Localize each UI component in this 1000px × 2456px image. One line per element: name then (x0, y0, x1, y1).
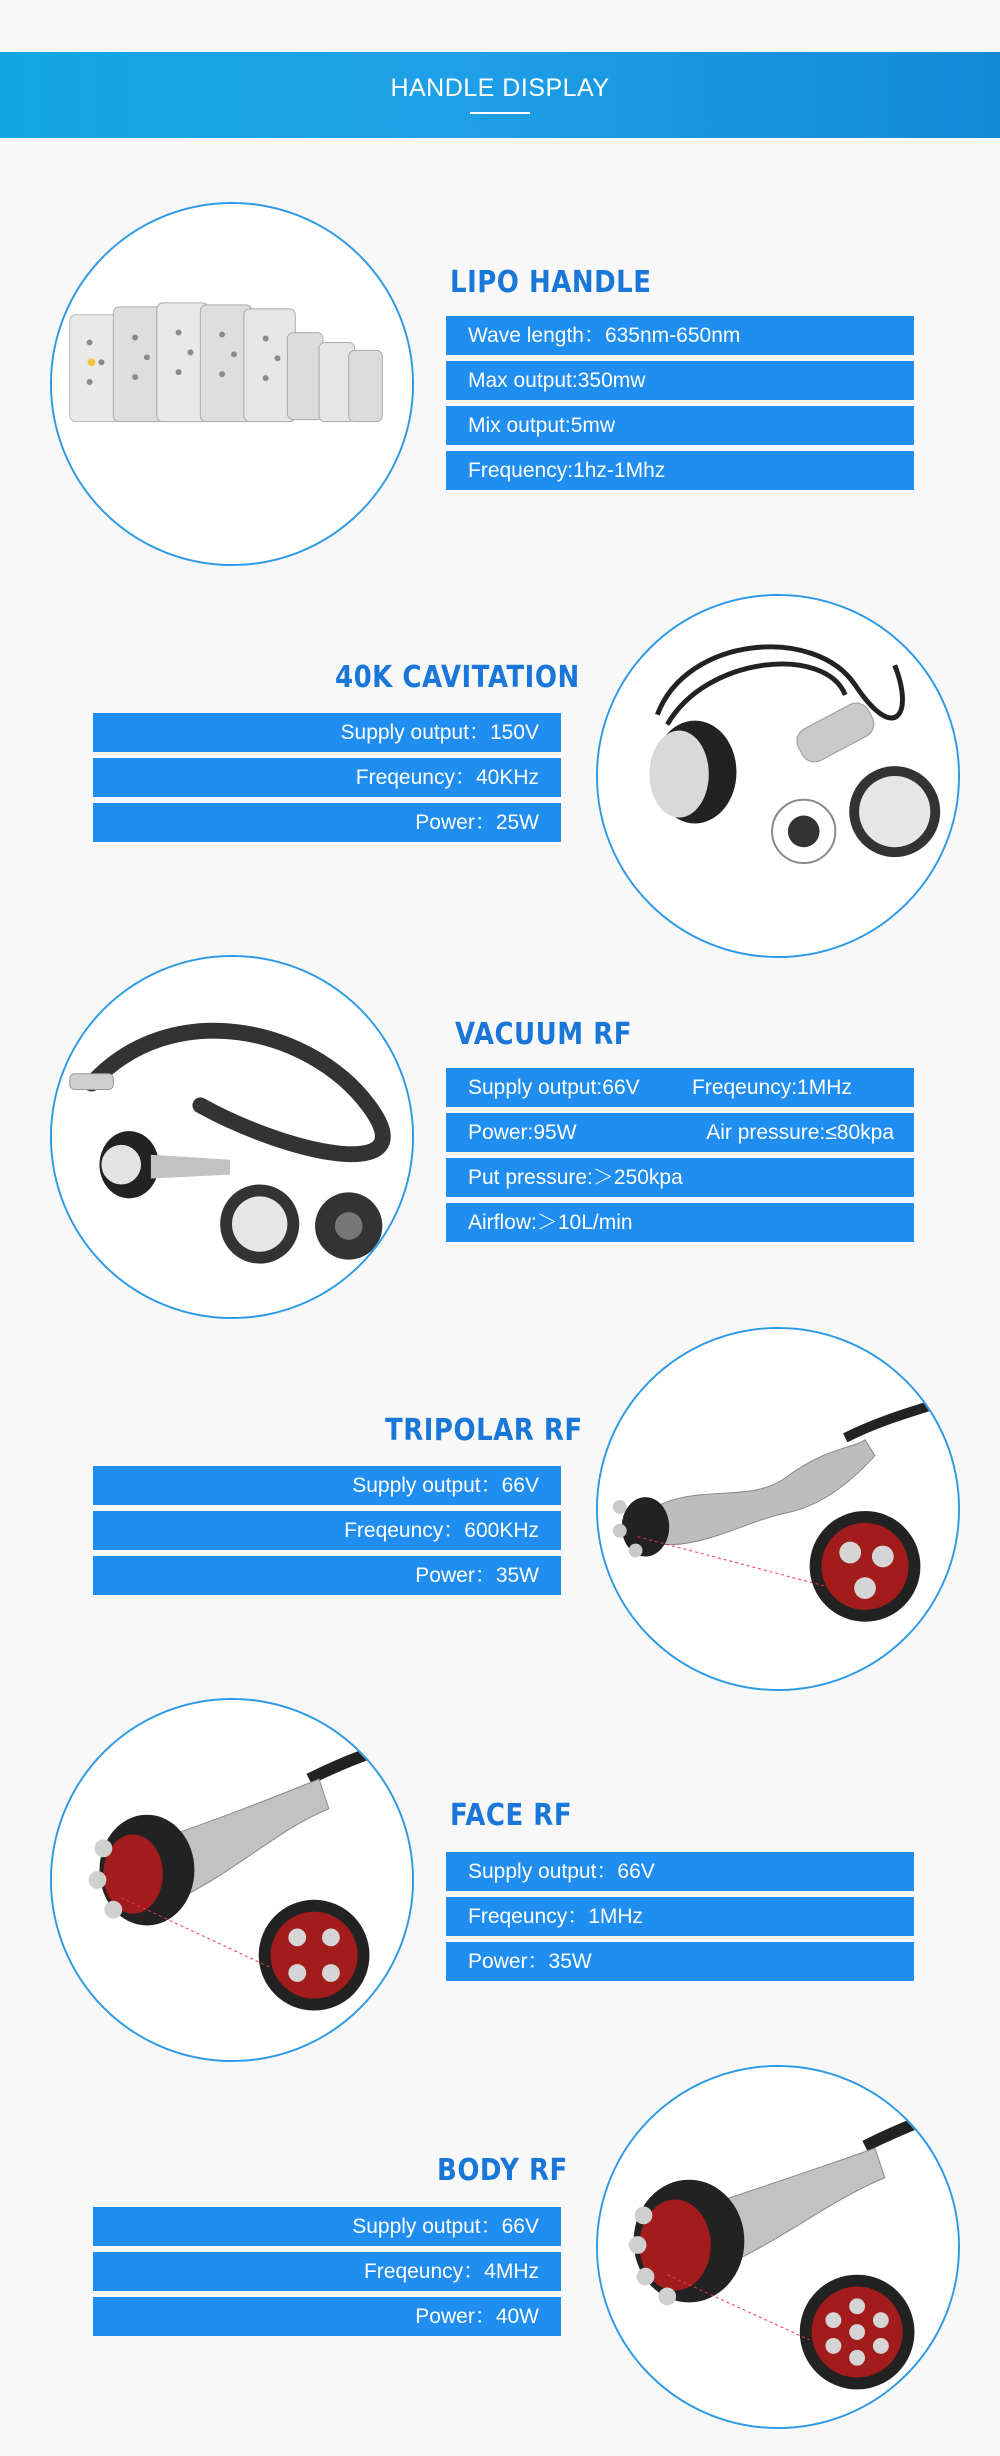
spec-row: Max output:350mw (446, 361, 914, 400)
spec-row: Power：40W (93, 2297, 561, 2336)
body-rf-handle-icon (596, 2065, 960, 2429)
spec-cell: Air pressure:≤80kpa (706, 1121, 894, 1144)
spec-row: Supply output：150V (93, 713, 561, 752)
spec-row: Freqeuncy：4MHz (93, 2252, 561, 2291)
tripolar-rf-handle-icon (596, 1327, 960, 1691)
spec-cell: Supply output:66V (468, 1076, 640, 1099)
spec-row: Freqeuncy：600KHz (93, 1511, 561, 1550)
spec-row: Frequency:1hz-1Mhz (446, 451, 914, 490)
spec-row (446, 1068, 914, 1107)
spec-row (446, 1113, 914, 1152)
spec-row: Mix output:5mw (446, 406, 914, 445)
spec-row: Supply output：66V (93, 1466, 561, 1505)
spec-row: Power：35W (446, 1942, 914, 1981)
spec-row: Freqeuncy：40KHz (93, 758, 561, 797)
spec-row: Power：35W (93, 1556, 561, 1595)
header-banner (0, 52, 1000, 138)
section-title: FACE RF (450, 1798, 573, 1834)
section-title: VACUUM RF (455, 1017, 632, 1053)
page-title: HANDLE DISPLAY (390, 74, 610, 102)
spec-row: Put pressure:＞250kpa (446, 1158, 914, 1197)
spec-row: Freqeuncy：1MHz (446, 1897, 914, 1936)
section-title: BODY RF (437, 2153, 568, 2189)
vacuum-rf-handle-icon (50, 955, 414, 1319)
title-underline (470, 112, 530, 114)
lipo-pads-icon (50, 202, 414, 566)
section-title: 40K CAVITATION (335, 660, 580, 696)
face-rf-handle-icon (50, 1698, 414, 2062)
spec-row: Supply output：66V (93, 2207, 561, 2246)
spec-row: Wave length：635nm-650nm (446, 316, 914, 355)
section-title: LIPO HANDLE (450, 265, 652, 301)
spec-row: Supply output：66V (446, 1852, 914, 1891)
spec-cell: Freqeuncy:1MHz (692, 1076, 852, 1099)
cavitation-handle-icon (596, 594, 960, 958)
section-title: TRIPOLAR RF (385, 1413, 583, 1449)
spec-row: Airflow:＞10L/min (446, 1203, 914, 1242)
spec-cell: Power:95W (468, 1121, 577, 1144)
spec-row: Power：25W (93, 803, 561, 842)
